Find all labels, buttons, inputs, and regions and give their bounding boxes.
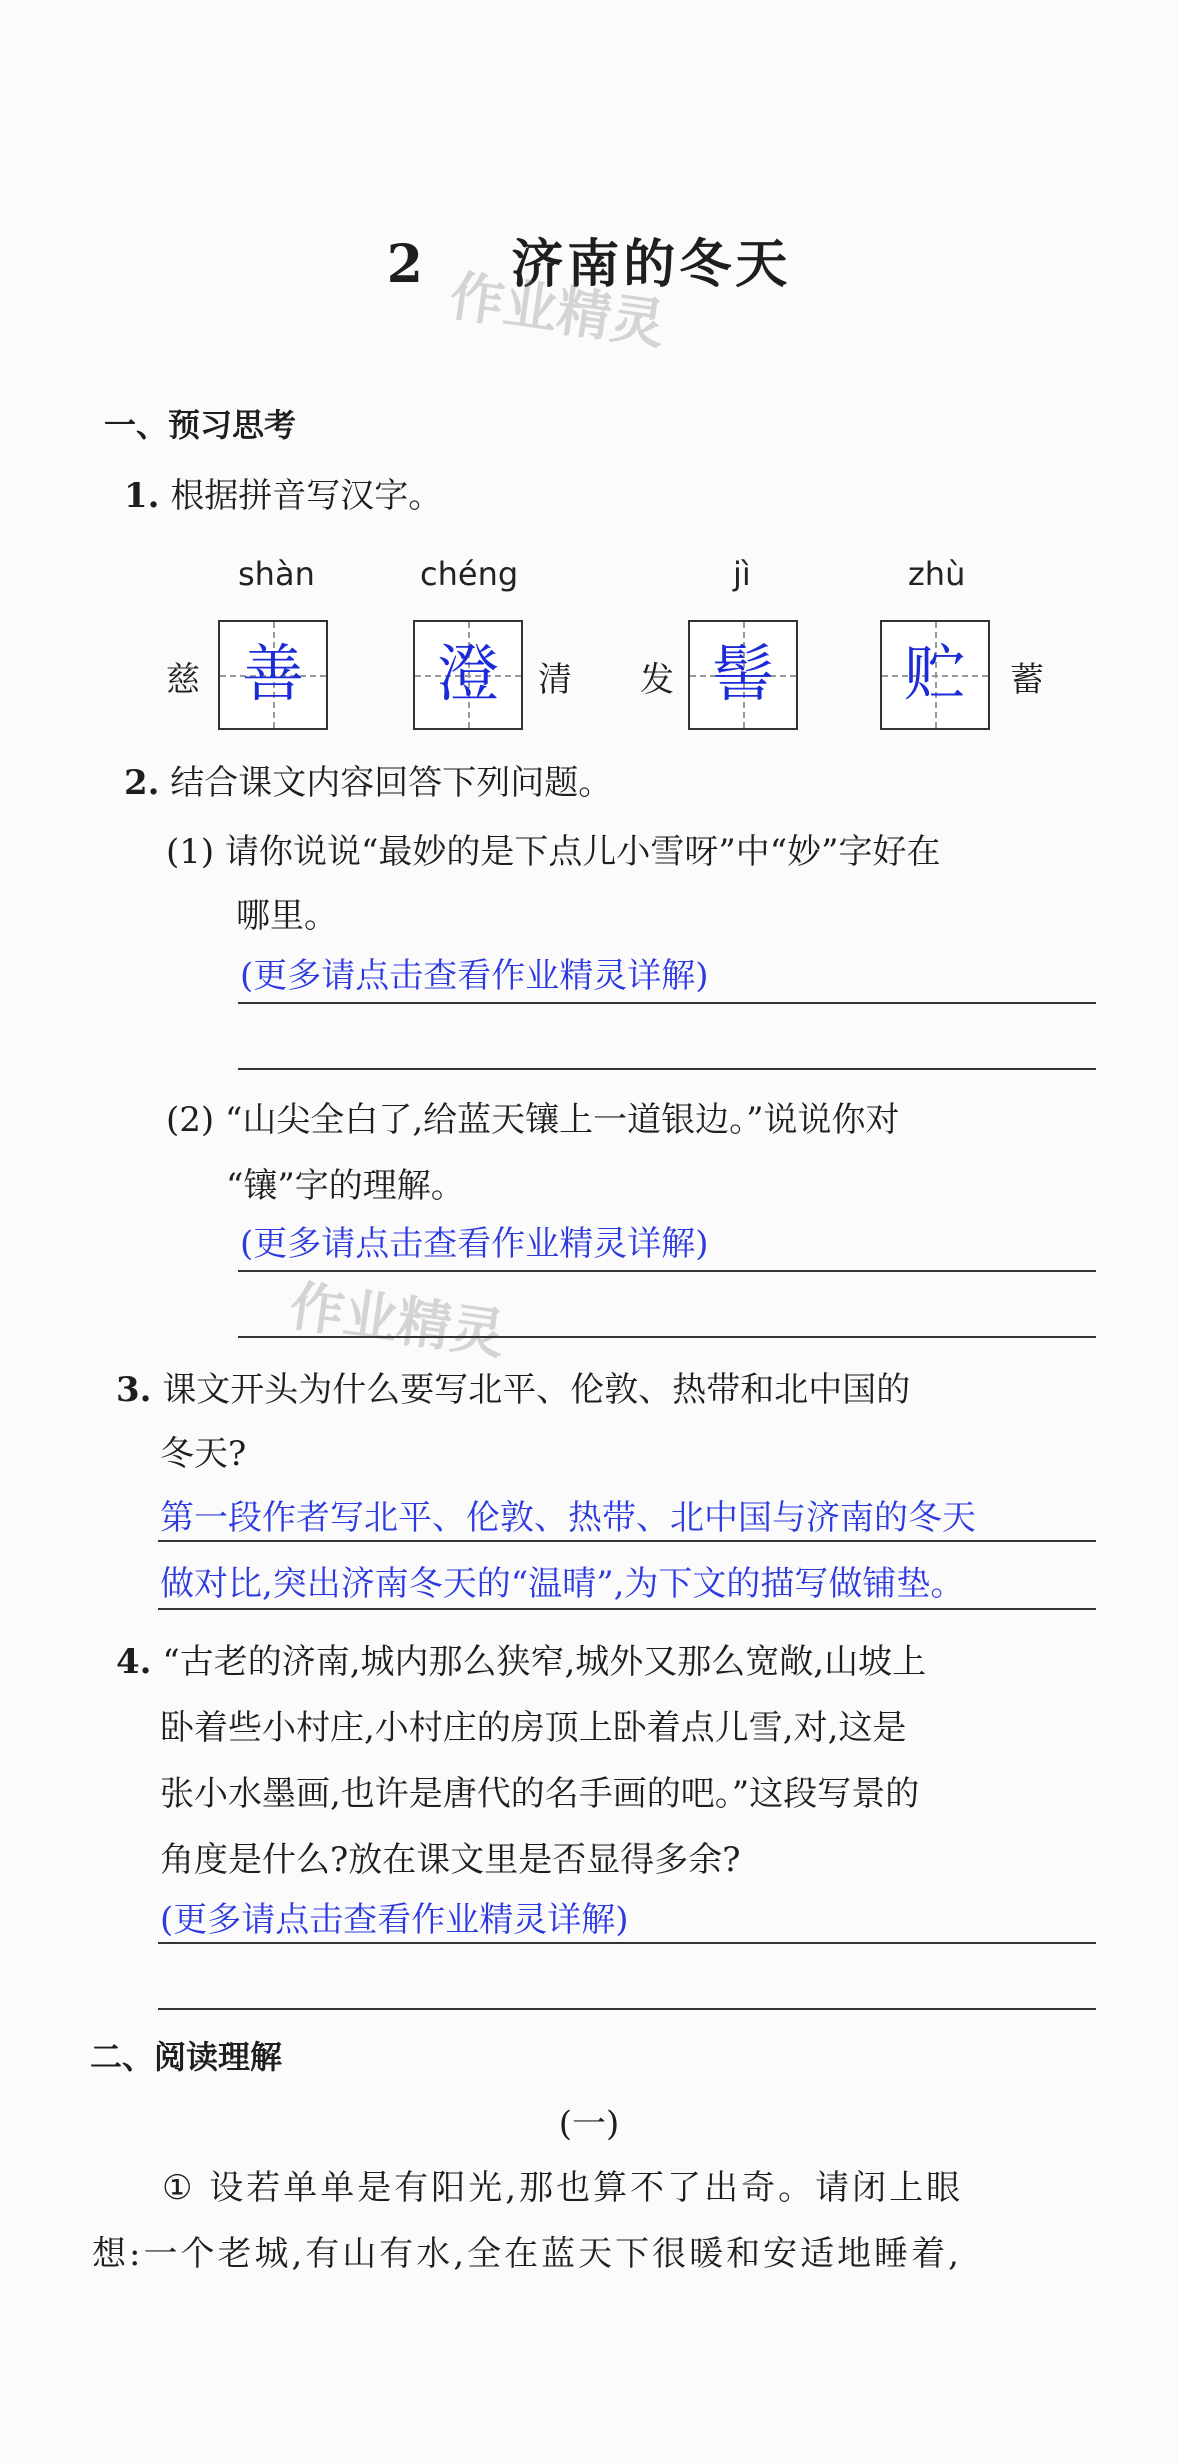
handwritten-answer: 做对比,突出济南冬天的“温晴”,为下文的描写做铺垫。 <box>160 1564 965 1604</box>
question-text: 根据拼音写汉字。 <box>170 476 443 516</box>
handwritten-answer: 第一段作者写北平、伦敦、热带、北中国与济南的冬天 <box>160 1498 976 1538</box>
answer-box <box>880 620 990 730</box>
question-number: 2. <box>124 763 160 803</box>
question-text-line: 张小水墨画,也许是唐代的名手画的吧。”这段写景的 <box>160 1774 920 1814</box>
answer-link[interactable]: (更多请点击查看作业精灵详解) <box>240 1224 709 1264</box>
lesson-number: 2 <box>386 234 427 295</box>
pinyin-label: shàn <box>238 555 315 593</box>
question-number: 3. <box>116 1370 152 1410</box>
pinyin-label: chéng <box>420 555 519 593</box>
answer-line <box>158 1608 1096 1610</box>
question-1 <box>124 468 442 517</box>
question-text: 结合课文内容回答下列问题。 <box>170 763 613 803</box>
answer-box <box>218 620 328 730</box>
sub-question-line: 哪里。 <box>236 896 338 936</box>
lesson-title: 济南的冬天 <box>511 234 792 295</box>
answer-line <box>158 2008 1096 2010</box>
pinyin-label: jì <box>733 555 751 593</box>
handwritten-answer: 贮 <box>903 637 966 710</box>
handwritten-answer: 澄 <box>436 637 499 710</box>
answer-link[interactable]: (更多请点击查看作业精灵详解) <box>160 1900 629 1940</box>
question-text-line: 角度是什么?放在课文里是否显得多余? <box>160 1840 741 1880</box>
question-number: 4. <box>116 1642 152 1682</box>
question-3 <box>116 1362 910 1411</box>
section-heading: 一、预习思考 <box>104 406 297 444</box>
section-heading: 二、阅读理解 <box>90 2038 283 2076</box>
question-text: “古老的济南,城内那么狭窄,城外又那么宽敞,山坡上 <box>162 1642 927 1682</box>
answer-line <box>238 1336 1096 1338</box>
handwritten-answer: 髻 <box>711 637 774 710</box>
question-4 <box>116 1634 926 1683</box>
question-text-line: 冬天? <box>160 1434 247 1474</box>
answer-box <box>688 620 798 730</box>
question-text: 课文开头为什么要写北平、伦敦、热带和北中国的 <box>162 1370 911 1410</box>
answer-line <box>238 1270 1096 1272</box>
pinyin-label: zhù <box>908 555 966 593</box>
passage-text: 设若单单是有阳光,那也算不了出奇。请闭上眼 <box>209 2168 964 2208</box>
watermark: 作业精灵 <box>286 1274 509 1367</box>
paragraph-marker: ① <box>162 2168 196 2208</box>
context-char: 发 <box>640 660 674 700</box>
answer-line <box>238 1002 1096 1004</box>
context-char: 慈 <box>166 660 200 700</box>
sub-question-line: “镶”字的理解。 <box>226 1166 465 1206</box>
question-number: 1. <box>124 476 160 516</box>
handwritten-answer: 善 <box>241 637 304 710</box>
sub-question-line: (2) “山尖全白了,给蓝天镶上一道银边。”说说你对 <box>166 1100 900 1140</box>
passage-number: (一) <box>558 2104 620 2144</box>
watermark: 作业精灵 <box>446 264 669 357</box>
sub-question-line: (1) 请你说说“最妙的是下点儿小雪呀”中“妙”字好在 <box>166 832 941 872</box>
question-2 <box>124 755 612 804</box>
answer-line <box>158 1540 1096 1542</box>
answer-line <box>238 1068 1096 1070</box>
passage-line <box>162 2160 963 2209</box>
context-char: 清 <box>538 660 572 700</box>
question-text-line: 卧着些小村庄,小村庄的房顶上卧着点儿雪,对,这是 <box>160 1708 907 1748</box>
passage-line: 想:一个老城,有山有水,全在蓝天下很暖和安适地睡着, <box>92 2234 962 2274</box>
answer-line <box>158 1942 1096 1944</box>
context-char: 蓄 <box>1010 660 1044 700</box>
answer-link[interactable]: (更多请点击查看作业精灵详解) <box>240 956 709 996</box>
answer-box <box>413 620 523 730</box>
